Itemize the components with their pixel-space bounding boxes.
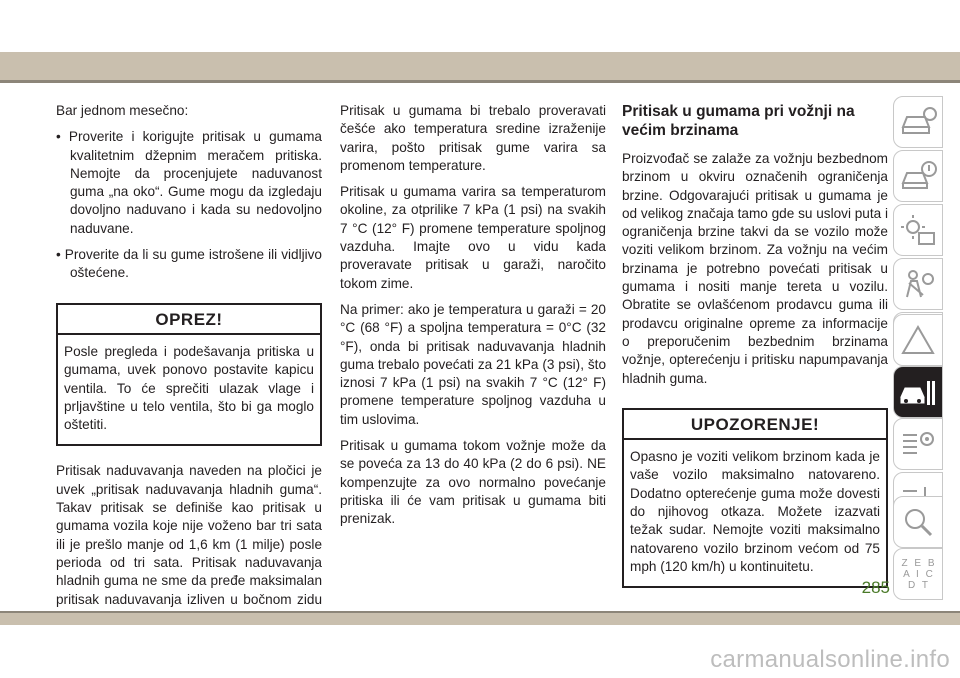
- caution-box: [56, 303, 322, 447]
- side-tab-specifications[interactable]: [893, 418, 943, 470]
- bullet-item: • Proverite i korigujte pritisak u gumama kvalitetnim džepnim meračem pritiska. Nemojte da procenjujete naduvanost guma „na oko“. Gume mogu da izgledaju dovoljno naduvano i kada su nedovoljno naduvane.: [56, 129, 322, 236]
- paragraph: Pritisak naduvavanja naveden na pločici je uvek „pritisak naduvavanja hladnih guma“. Takav pritisak se definiše kao pritisak u gumama vozila koje nije voženo bar tri sata ili je prešlo manje od 1,6 km (1 milje) posle perioda od tri sata. Pritisak naduvavanja hladnih guma ne sme da pređe maksimalan pritisak naduvavanja izliven u bočnom zidu: [56, 463, 322, 607]
- warning-text: Opasno je voziti velikom brzinom kada je vaše vozilo maksimalno natovareno. Dodatno opterećenje guma može dovesti do njihovog otkaza. Možete izazvati težak sudar. Nemojte voziti maksimalno natovareno vozilo brzinom većom od 75 mph (120 km/h) u kontinuitetu.: [630, 449, 880, 574]
- watermark: carmanualsonline.info: [710, 646, 950, 673]
- caution-text: Posle pregleda i podešavanja pritiska u gumama, uvek ponovo postavite kapicu ventila. To će sprečiti ulazak vlage i prljavštine u telo ventila, što bi ga moglo oštetiti.: [64, 343, 314, 433]
- intro-text: Bar jednom mesečno:: [56, 103, 189, 118]
- paragraph: Proizvođač se zalaže za vožnju bezbednom brzinom u okviru označenih ograničenja brzine. Odgovarajući pritisak u gumama je od velikog značaja tamo gde su uslovi puta i ograničenja brzine takvi da se vozilo može voziti velikom brzinom. Za vožnju na većim brzinama je potrebno povećati pritisak u gumama i nositi manje tereta u vozilu. Obratite se ovlašćenom prodavcu guma ili prodavcu originalne opreme za informacije o preporučenim bezbednim brzinama vožnje, opterećenju i pritisku napumpavanja hladnih guma.: [622, 151, 888, 386]
- airbag-seatbelt-icon: [899, 267, 937, 301]
- section-heading: Pritisak u gumama pri vožnji na većim brzinama: [622, 103, 855, 139]
- side-tab-car-info[interactable]: [893, 96, 943, 148]
- side-tab-warning-lights[interactable]: [893, 150, 943, 202]
- hazard-triangle-icon: [899, 323, 937, 357]
- column-2: [340, 102, 606, 537]
- footer-band: [0, 613, 960, 625]
- warning-title: UPOZORENJE!: [624, 410, 886, 440]
- side-tab-index[interactable]: [893, 548, 943, 600]
- side-tab-sun-controls[interactable]: [893, 204, 943, 256]
- car-tools-icon: [898, 375, 938, 409]
- warning-lights-icon: [899, 159, 937, 193]
- bullet-item: • Proverite da li su gume istrošene ili vidljivo oštećene.: [56, 247, 322, 281]
- search-icon: [899, 505, 937, 539]
- side-tab-search[interactable]: [893, 496, 943, 548]
- paragraph: Pritisak u gumama tokom vožnje može da se poveća za 13 do 40 kPa (2 do 6 psi). NE kompenzujte za ovo normalno povećanje pritiska ili će vam pritisak u gumama biti prenizak.: [340, 438, 606, 527]
- page-number: 285: [861, 578, 890, 597]
- sun-controls-icon: [899, 213, 937, 247]
- side-tab-car-tools[interactable]: [893, 366, 943, 418]
- car-info-icon: [899, 105, 937, 139]
- column-3: [622, 102, 888, 604]
- paragraph: Pritisak u gumama bi trebalo proveravati češće ako temperatura sredine izraženije varira, pošto pritisak gume varira sa promenom temperature.: [340, 103, 606, 173]
- paragraph: Pritisak u gumama varira sa temperaturom okoline, za otprilike 7 kPa (1 psi) na svakih 7 °C (12° F) promene temperature spoljnog vazduha. Imajte ovo u vidu kada proveravate pritisak u garaži, naročito tokom zime.: [340, 184, 606, 291]
- column-1: [56, 102, 322, 635]
- caution-title: OPREZ!: [58, 305, 320, 335]
- header-rule: [0, 80, 960, 83]
- side-tab-hazard[interactable]: [893, 314, 943, 366]
- specifications-gear-icon: [899, 427, 937, 461]
- index-icon: Z E B A I C D T: [901, 557, 935, 591]
- header-band: [0, 52, 960, 80]
- side-tab-airbag-seatbelt[interactable]: [893, 258, 943, 310]
- paragraph: Na primer: ako je temperatura u garaži = 20 °C (68 °F) a spoljna temperatura = 0°C (32 °F), onda bi pritisak naduvavanja hladnih guma trebalo povećati za 21 kPa (3 psi), što iznosi 7 kPa (1 psi) na svakih 7 °C (12° F) promene temperature spoljnog vazduha u tim uslovima.: [340, 301, 606, 427]
- warning-box: [622, 408, 888, 588]
